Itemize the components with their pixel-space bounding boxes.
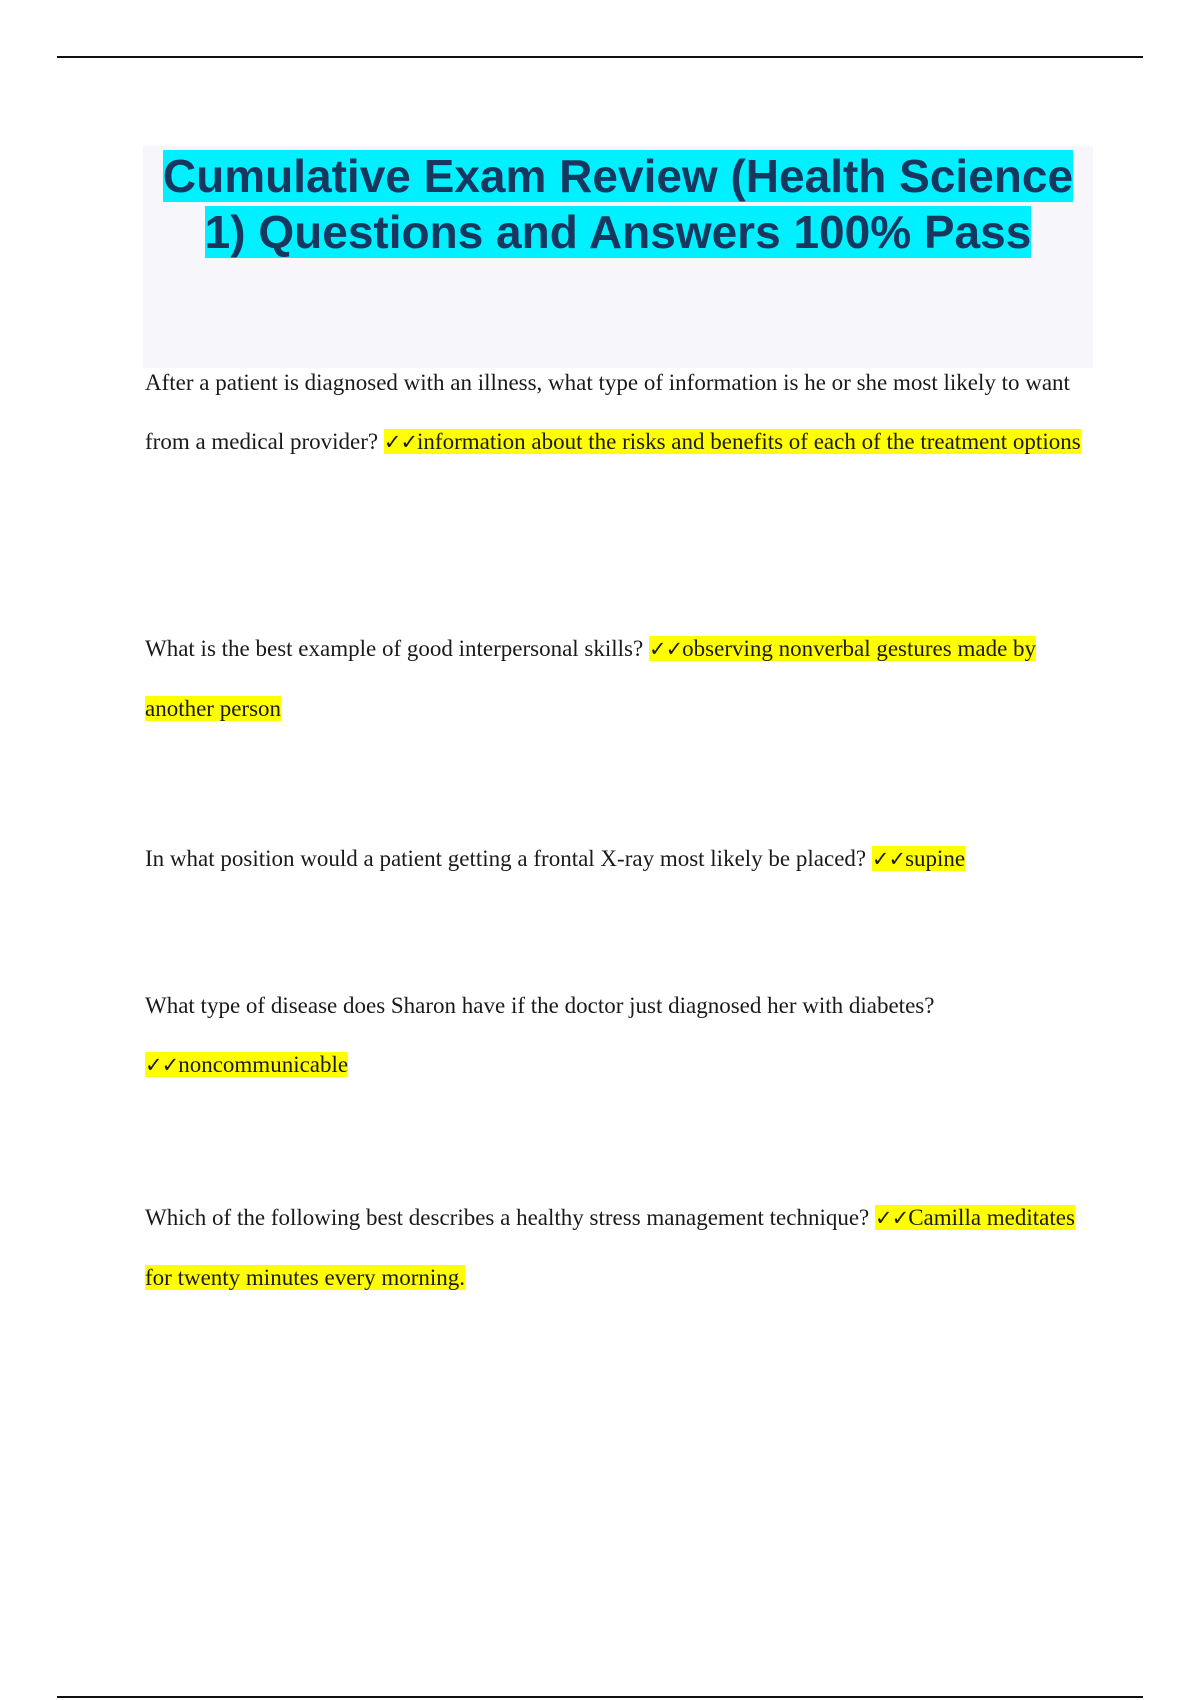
- qa-item-1: [145, 353, 1105, 472]
- answer-text: Camilla meditates for twenty minutes every morning.: [145, 1205, 1075, 1290]
- question-text: What is the best example of good interpersonal skills?: [145, 636, 649, 661]
- double-check-icon: ✓✓: [145, 1053, 179, 1077]
- answer-highlight: [145, 1052, 348, 1077]
- double-check-icon: ✓✓: [383, 430, 418, 454]
- title-box: [143, 146, 1093, 368]
- question-text: Which of the following best describes a healthy stress management technique?: [145, 1205, 876, 1230]
- qa-item-3: [145, 829, 1105, 889]
- answer-text: observing nonverbal gestures made by another person: [145, 636, 1037, 721]
- question-text: In what position would a patient getting a frontal X-ray most likely be placed?: [145, 846, 872, 871]
- answer-text: noncommunicable: [178, 1052, 349, 1077]
- header-rule: [57, 56, 1143, 58]
- answer-text: supine: [905, 846, 966, 871]
- qa-item-4: [145, 976, 1105, 1095]
- double-check-icon: ✓✓: [871, 847, 906, 871]
- answer-highlight: [384, 429, 1081, 454]
- footer-rule: [57, 1696, 1143, 1698]
- question-text: After a patient is diagnosed with an illness, what type of information is he or she most likely to want from a medical provider?: [145, 370, 1070, 454]
- double-check-icon: ✓✓: [875, 1206, 909, 1230]
- qa-item-5: [145, 1188, 1105, 1307]
- answer-highlight: [872, 846, 965, 871]
- double-check-icon: ✓✓: [648, 637, 683, 661]
- document-title-text: Cumulative Exam Review (Health Science 1) Questions and Answers 100% Pass: [162, 150, 1074, 258]
- answer-text: information about the risks and benefits of each of the treatment options: [417, 429, 1081, 454]
- qa-item-2: [145, 619, 1105, 738]
- question-text: What type of disease does Sharon have if the doctor just diagnosed her with diabetes?: [145, 993, 935, 1018]
- document-title: [143, 146, 1093, 260]
